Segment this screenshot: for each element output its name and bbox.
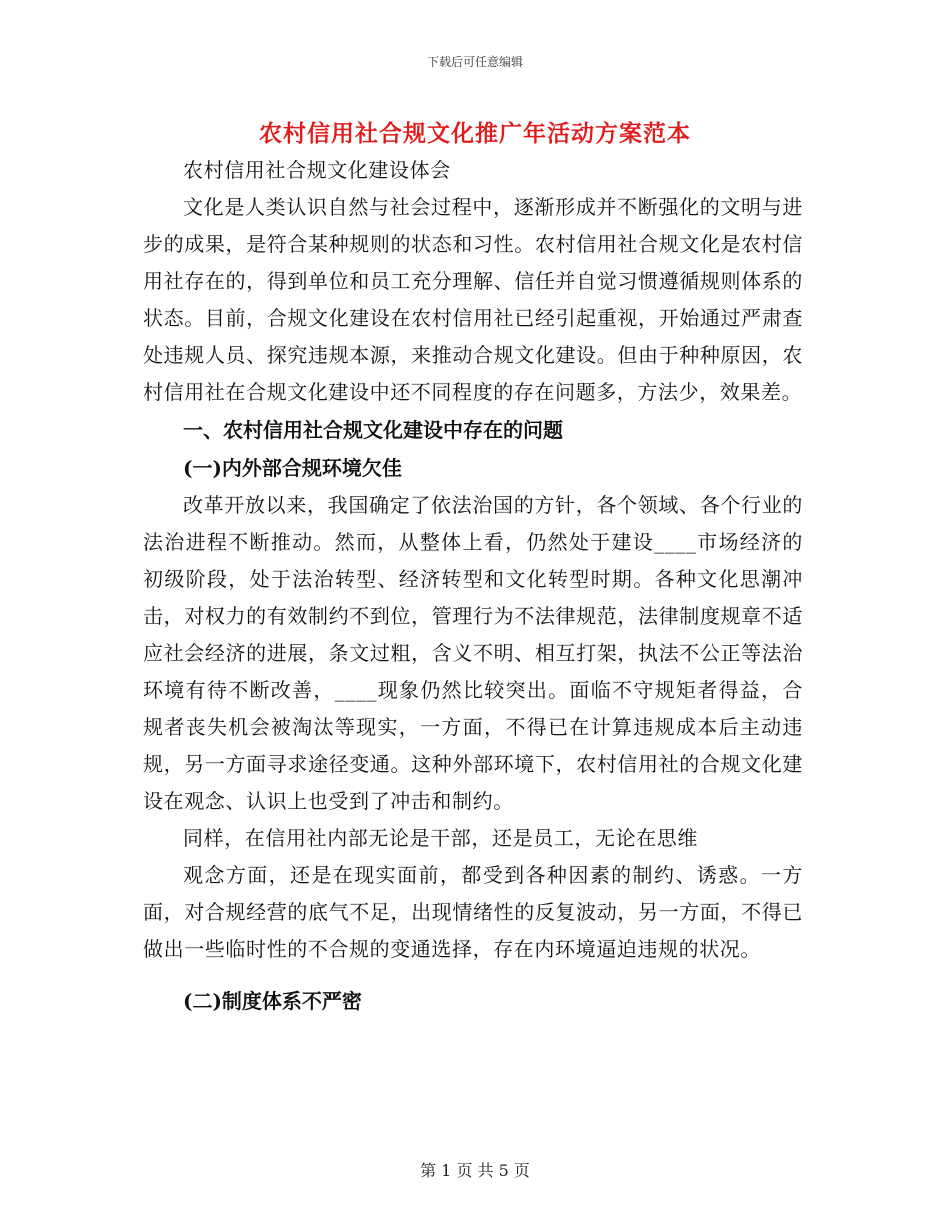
paragraph-internal-continued: 观念方面，还是在现实面前，都受到各种因素的制约、诱惑。一方面，对合规经营的底气不足，出现情绪性的反复波动，另一方面，不得已做出一些临时性的不合规的变通选择，存在内环境逼迫违规的状况。 xyxy=(143,863,803,961)
intro-paragraph: 文化是人类认识自然与社会过程中，逐渐形成并不断强化的文明与进步的成果，是符合某种规则的状态和习性。农村信用社合规文化是农村信用社存在的，得到单位和员工充分理解、信任并自觉习惯遵循规则体系的状态。目前，合规文化建设在农村信用社已经引起重视，开始通过严肃查处违规人员、探究违规本源，来推动合规文化建设。但由于种种原因，农村信用社在合规文化建设中还不同程度的存在问题多，方法少，效果差。 xyxy=(143,195,803,404)
paragraph-internal-start: 同样，在信用社内部无论是干部，还是员工，无论在思维 xyxy=(183,826,698,850)
document-body xyxy=(143,152,803,1020)
subsection-heading-1: (一)内外部合规环境欠佳 xyxy=(183,456,402,480)
document-subtitle: 农村信用社合规文化建设体会 xyxy=(183,158,451,182)
section-heading-1: 一、农村信用社合规文化建设中存在的问题 xyxy=(183,418,563,442)
paragraph-external-environment: 改革开放以来，我国确定了依法治国的方针，各个领域、各个行业的法治进程不断推动。然而，从整体上看，仍然处于建设____市场经济的初级阶段，处于法治转型、经济转型和文化转型时期。各种文化思潮冲击，对权力的有效制约不到位，管理行为不法律规范，法律制度规章不适应社会经济的进展，条文过粗，含义不明、相互打架，执法不公正等法治环境有待不断改善，____现象仍然比较突出。面临不守规矩者得益，合规者丧失机会被淘汰等现实，一方面，不得已在计算违规成本后主动违规，另一方面寻求途径变通。这种外部环境下，农村信用社的合规文化建设在观念、认识上也受到了冲击和制约。 xyxy=(143,493,803,813)
subsection-heading-2: (二)制度体系不严密 xyxy=(183,989,362,1013)
page-header-note: 下载后可任意编辑 xyxy=(426,55,523,69)
document-title: 农村信用社合规文化推广年活动方案范本 xyxy=(259,120,691,147)
page-number: 第 1 页 共 5 页 xyxy=(420,1161,530,1180)
